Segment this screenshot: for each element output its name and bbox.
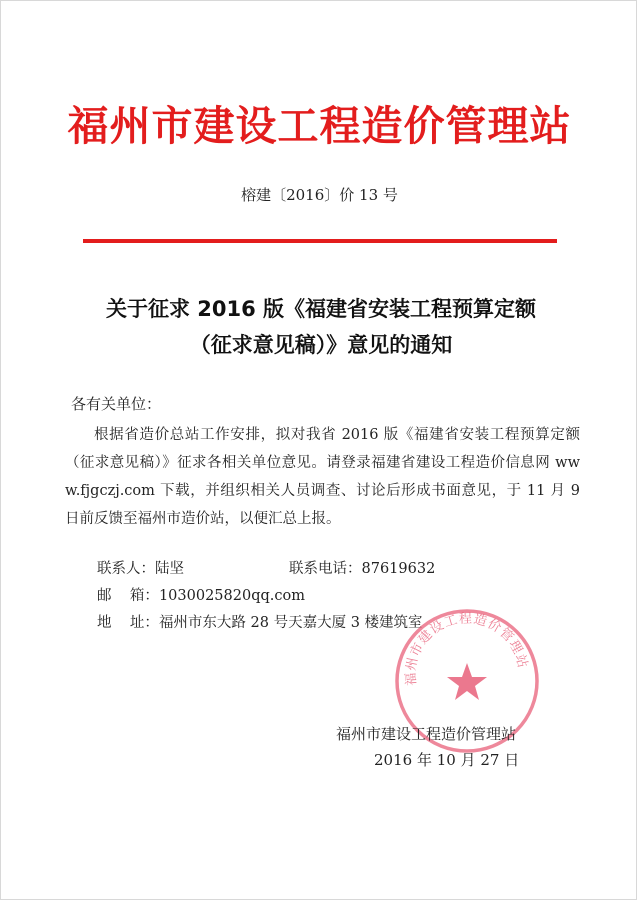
contact-email-label: 邮 箱：: [97, 588, 159, 604]
contact-phone-label: 联系电话：: [289, 561, 362, 577]
letterhead-title: 福州市建设工程造价管理站: [67, 102, 572, 150]
seal-star-icon: [447, 663, 487, 700]
contact-person-label: 联系人：: [97, 561, 155, 577]
body-paragraph: 根据省造价总站工作安排，拟对我省 2016 版《福建省安装工程预算定额（征求意见稿）》征求各相关单位意见。请登录福建省建设工程造价信息网 www.fjgczj.com 下载，并组织相关人员调查、讨论后形成书面意见，于 11 月 9 日前反馈至福州市造价站，以便汇总上报。: [65, 427, 580, 527]
addressee: 各有关单位：: [71, 395, 162, 413]
contact-email-line: [97, 584, 305, 605]
document-number: 榕建〔2016〕价 13 号: [241, 186, 398, 204]
contact-person-line: [97, 557, 184, 578]
contact-phone-value: 87619632: [361, 561, 436, 577]
contact-person-value: 陆坚: [155, 561, 184, 577]
notice-title: [61, 291, 581, 363]
contact-address-line: [97, 611, 423, 632]
contact-email-value: 1030025820qq.com: [158, 588, 305, 604]
signature-org: 福州市建设工程造价管理站: [336, 725, 517, 743]
notice-title-line-1: 关于征求 2016 版《福建省安装工程预算定额: [105, 297, 537, 321]
notice-title-line-2: （征求意见稿）》意见的通知: [189, 333, 453, 357]
red-divider-line: [83, 239, 557, 243]
seal-text: 福州市建设工程造价管理站: [403, 611, 530, 687]
signature-date: 2016 年 10 月 27 日: [374, 751, 520, 769]
contact-address-label: 地 址：: [97, 615, 159, 631]
contact-phone-line: [289, 557, 435, 578]
contact-address-value: 福州市东大路 28 号天嘉大厦 3 楼建筑室: [158, 615, 423, 631]
